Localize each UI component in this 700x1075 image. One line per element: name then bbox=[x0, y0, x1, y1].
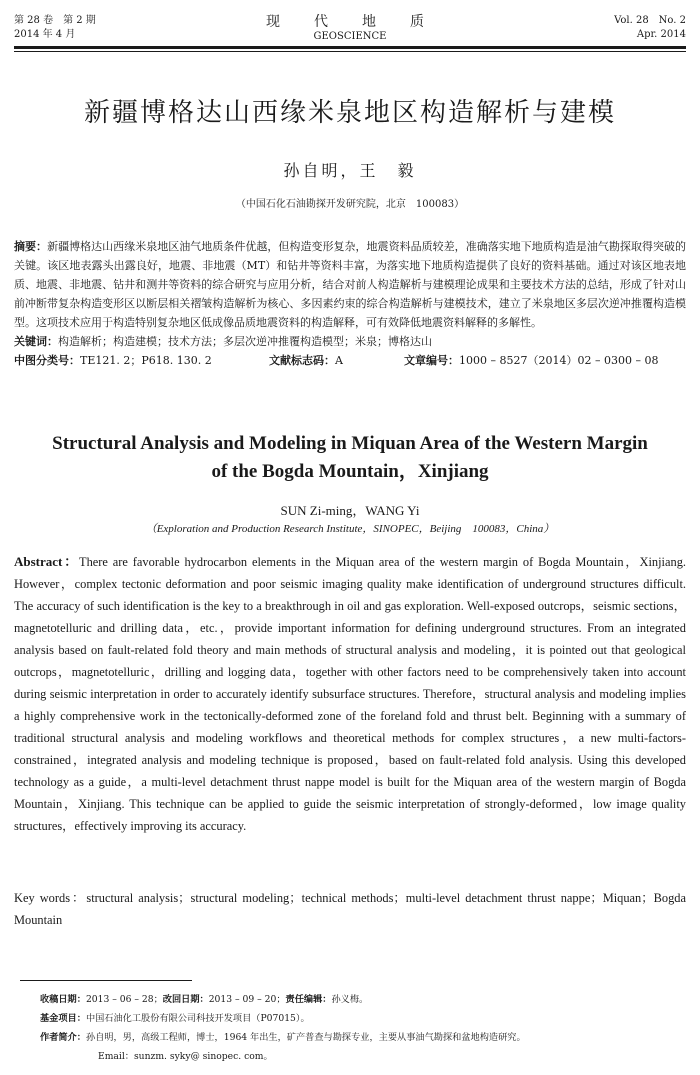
keywords-en-label: Key words bbox=[14, 891, 71, 905]
classification-row bbox=[14, 351, 686, 370]
journal-name-cn: 现 代 地 质 bbox=[266, 14, 434, 30]
fund-label: 基金项目： bbox=[40, 1013, 86, 1024]
received-label: 收稿日期： bbox=[40, 994, 86, 1005]
abstract-cn-text: 新疆博格达山西缘米泉地区油气地质条件优越，但构造变形复杂，地震资料品质较差，准确落实地下地质构造是油气勘探取得突破的关键。该区地表露头出露良好，地震、非地震（MT）和钻井等资料丰富，为落实地下地质构造提供了良好的资料基础。通过对该区地表地质、地震、非地震、钻井和测井等资料的综合研究与应用分析，结合对前人构造解析与建模理论成果和主要技术方法的总结，形成了针对山前冲断带复杂构造变形区以断层相关褶皱构造解析为核心、多因素约束的综合构造解析与建模技术，建立了米泉地区多层次逆冲推覆构造模型。这项技术应用于构造特别复杂地区低成像品质地震资料的构造解释，可有效降低地震资料解释的多解性。 bbox=[14, 240, 687, 329]
footnote-rule bbox=[20, 980, 192, 981]
authors-cn: 孙自明，王 毅 bbox=[283, 161, 417, 180]
abstract-en: Abstract：There are favorable hydrocarbon elements in the Miquan area of the western margin of Bogda Mountain，Xinjiang. However，complex tectonic deformation and poor seismic imaging quality make identification of underground structures difficult. The accuracy of such identification is the key to a breakthrough in oil and gas exploration. Well-exposed outcrops，seismic sections，magnetotelluric and drilling data，etc.，provide important information for defining underground structures. From an integrated analysis based on fault-related fold theory and main methods of structural analysis and modeling，it is pointed out that geological outcrops，magnetotelluric，drilling and logging data，together with other factors need to be comprehensively taken into account during seismic interpretation in order to accurately identify subsurface structures. Therefore，structural analysis and modeling implies a highly comprehensive work in the tectonically-deformed zone of the foreland fold and thrust belt. Beginning with a summary of traditional structural analysis and modeling workflows and theoretical methods for complex structures，a new multi-factors-constrained，integrated analysis and modeling technique is proposed，based on fault-related fold analysis. Using this developed technology as a guide，a multi-level detachment thrust nappe model is built for the Miquan area of the western margin of Bogda Mountain，Xinjiang. This technique can be applied to guide the seismic interpretation of strongly-deformed，low image quality structures，effectively improving its accuracy. bbox=[14, 554, 686, 833]
journal-name-en: GEOSCIENCE bbox=[313, 31, 387, 42]
date-cn: 2014 年 4 月 bbox=[14, 29, 76, 40]
footnote-dates: 收稿日期：2013 – 06 – 28；改回日期：2013 – 09 – 20；责任编辑：孙义梅。 bbox=[40, 994, 369, 1005]
fund-value: 中国石油化工股份有限公司科技开发项目（P07015）。 bbox=[85, 1013, 310, 1024]
paper-title-en-line2: of the Bogda Mountain，Xinjiang bbox=[211, 461, 489, 482]
clc-value: TE121. 2；P618. 130. 2 bbox=[80, 354, 212, 367]
article-no-label: 文章编号： bbox=[404, 354, 459, 367]
keywords-cn bbox=[14, 332, 686, 351]
keywords-en: Key words：structural analysis；structural modeling；technical methods；multi-level detachment thrust nappe；Miquan；Bogda Mountain bbox=[14, 891, 686, 927]
article-no-value: 1000 – 8527（2014）02 – 0300 – 08 bbox=[459, 354, 659, 367]
abstract-cn bbox=[14, 237, 686, 332]
abstract-en-label: Abstract bbox=[14, 554, 63, 569]
running-header bbox=[14, 14, 686, 44]
volume-issue-en: Vol. 28 No. 2 bbox=[614, 15, 686, 26]
authors-en: SUN Zi-ming，WANG Yi bbox=[280, 503, 420, 518]
clc-label: 中图分类号： bbox=[14, 354, 80, 367]
abstract-en-text: There are favorable hydrocarbon elements in the Miquan area of the western margin of Bogda Mountain，Xinjiang. However，complex tectonic deformation and poor seismic imaging quality make identification of underground structures difficult. The accuracy of such identification is the key to a breakthrough in oil and gas exploration. Well-exposed outcrops，seismic sections，magnetotelluric and drilling data，etc.，provide important information for defining underground structures. From an integrated analysis based on fault-related fold theory and main methods of structural analysis and modeling，it is pointed out that geological outcrops，magnetotelluric，drilling and logging data，together with other factors need to be comprehensively taken into account during seismic interpretation in order to accurately identify subsurface structures. Therefore，structural analysis and modeling implies a highly comprehensive work in the tectonically-deformed zone of the foreland fold and thrust belt. Beginning with a summary of traditional structural analysis and modeling workflows and theoretical methods for complex structures，a new multi-factors-constrained，integrated analysis and modeling technique is proposed，based on fault-related fold analysis. Using this developed technology as a guide，a multi-level detachment thrust nappe model is built for the Miquan area of the western margin of Bogda Mountain，Xinjiang. This technique can be applied to guide the seismic interpretation of strongly-deformed，low image quality structures，effectively improving its accuracy. bbox=[14, 555, 686, 833]
header-rule-thin bbox=[14, 51, 686, 52]
abstract-cn-label: 摘要： bbox=[14, 240, 48, 253]
footnotes bbox=[40, 990, 686, 1066]
header-center bbox=[14, 14, 686, 44]
footnote-fund bbox=[40, 1009, 686, 1028]
paper-title-en bbox=[20, 430, 680, 486]
author-email: Email：sunzm. syky@ sinopec. com。 bbox=[98, 1051, 273, 1062]
date-en: Apr. 2014 bbox=[636, 29, 686, 40]
doc-code-value: A bbox=[335, 354, 343, 367]
paper-title-cn: 新疆博格达山西缘米泉地区构造解析与建模 bbox=[83, 98, 616, 128]
paper-title-en-line1: Structural Analysis and Modeling in Miquan Area of the Western Margin bbox=[52, 433, 648, 454]
editor-value: 孙义梅。 bbox=[331, 994, 369, 1005]
keywords-cn-label: 关键词： bbox=[14, 335, 58, 348]
footnote-author bbox=[40, 1028, 686, 1047]
keywords-en-text: structural analysis；structural modeling；technical methods；multi-level detachment thrust nappe；Miquan；Bogda Mountain bbox=[14, 891, 686, 927]
abstract-cn-block bbox=[14, 237, 686, 370]
header-right bbox=[614, 14, 686, 42]
keywords-cn-text: 构造解析；构造建模；技术方法；多层次逆冲推覆构造模型；米泉；博格达山 bbox=[58, 335, 432, 348]
author-bio-label: 作者简介： bbox=[40, 1032, 86, 1043]
editor-label: 责任编辑： bbox=[285, 994, 332, 1005]
affiliation-en: （Exploration and Production Research Institute，SINOPEC，Beijing 100083，China） bbox=[145, 523, 555, 535]
volume-issue-cn: 第 28 卷 第 2 期 bbox=[14, 15, 96, 26]
header-rule-thick bbox=[14, 46, 686, 49]
revised-value: 2013 – 09 – 20 bbox=[208, 994, 277, 1005]
received-value: 2013 – 06 – 28 bbox=[85, 994, 154, 1005]
author-bio-value: 孙自明，男，高级工程师，博士，1964 年出生，矿产普查与勘探专业，主要从事油气勘探和盆地构造研究。 bbox=[85, 1032, 526, 1043]
doc-code-label: 文献标志码： bbox=[269, 354, 335, 367]
revised-label: 改回日期： bbox=[162, 994, 209, 1005]
affiliation-cn: （中国石化石油勘探开发研究院，北京 100083） bbox=[235, 199, 465, 210]
